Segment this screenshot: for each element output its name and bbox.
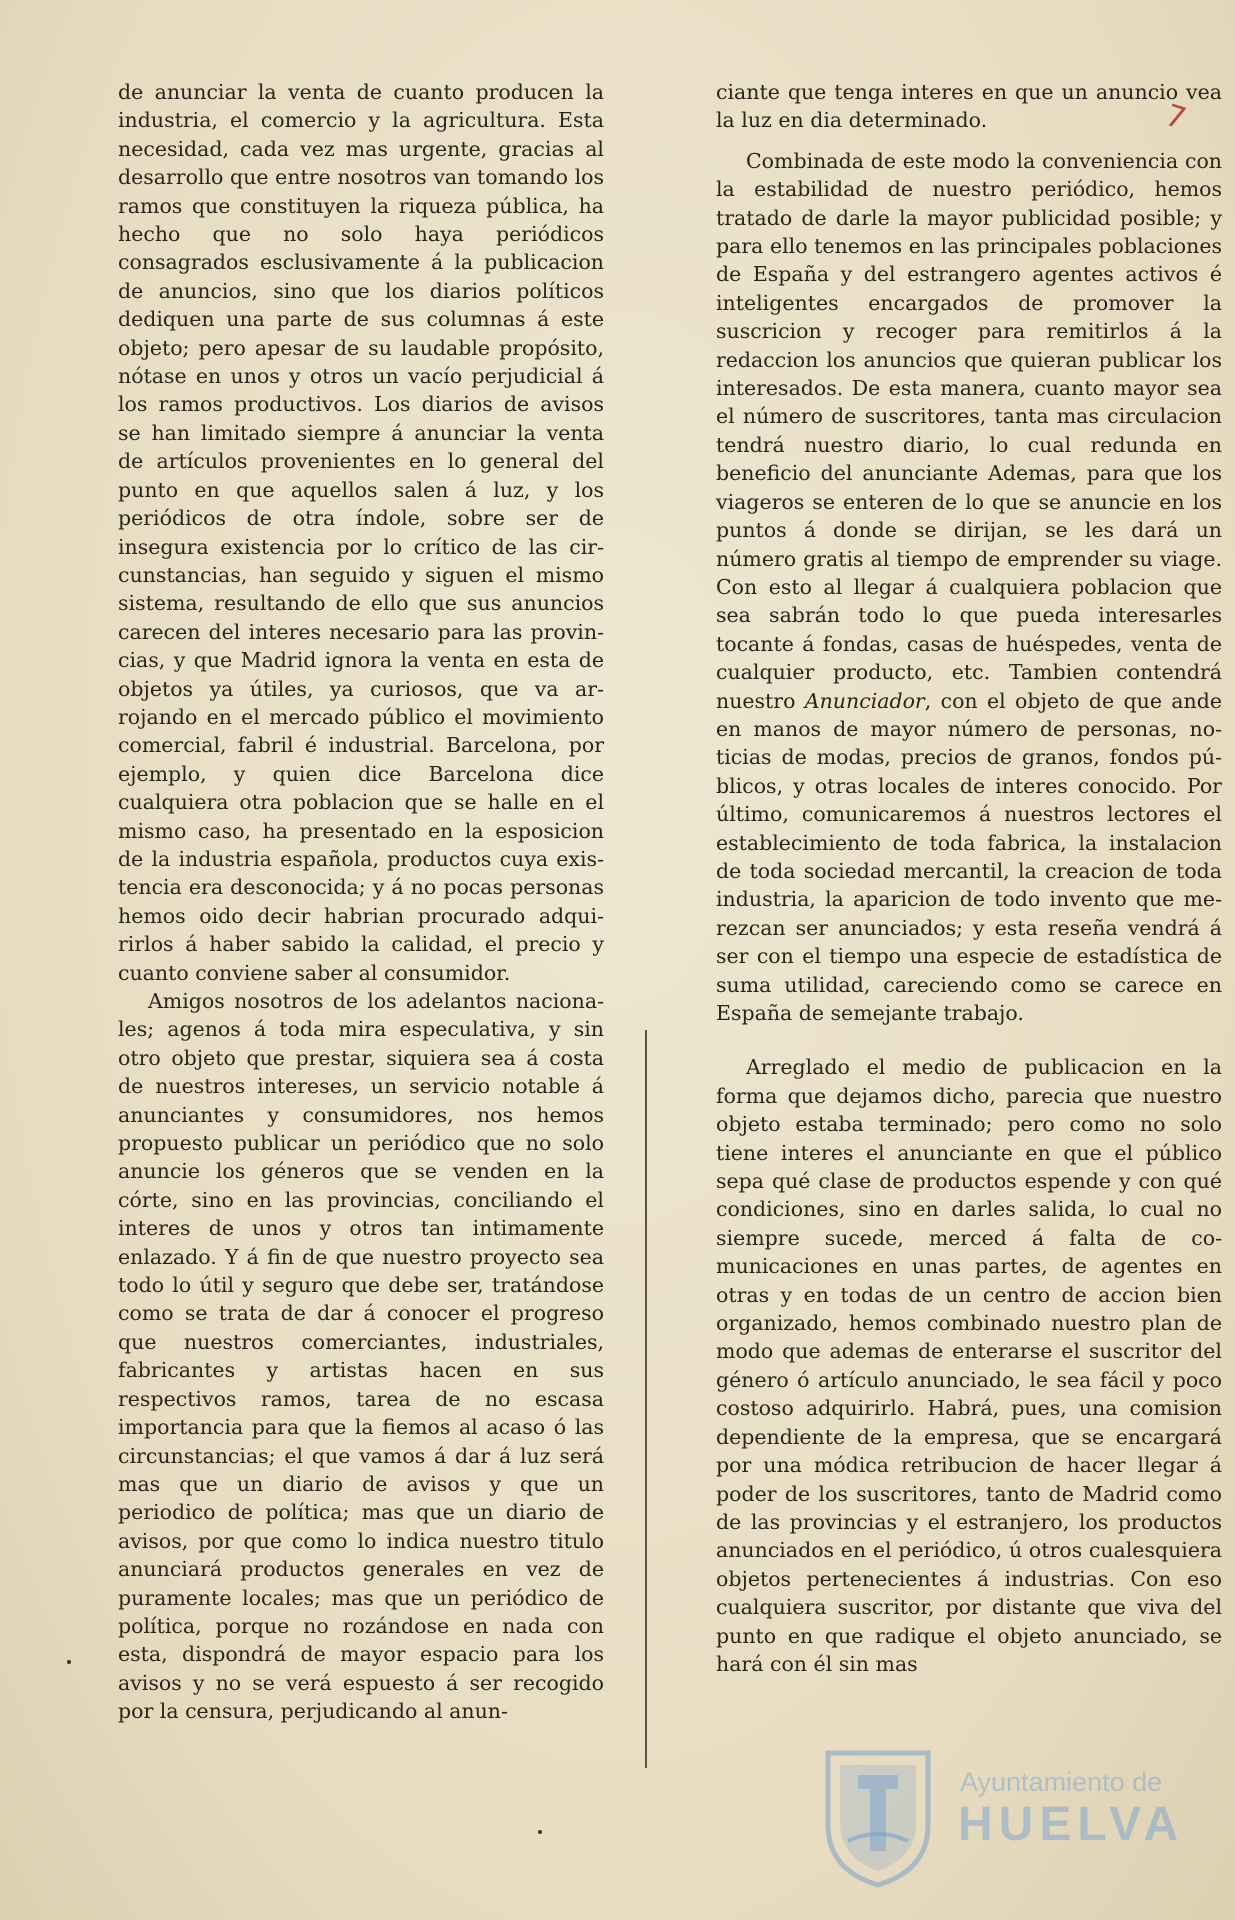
left-column [118,78,604,1726]
archive-watermark [818,1745,1218,1895]
ink-speck [67,1660,71,1664]
right-paragraph-2 [716,147,1222,1028]
watermark-line-1: Ayuntamiento de [960,1767,1163,1797]
right-column [716,78,1222,1678]
right-paragraph-2-start: Combinada de este modo la conveniencia con la estabilidad de nuestro periódico, hemos tratado de darle la mayor publicidad posible; y para ello tenemos en las principales poblaciones de España y del estrangero agentes activos é inteligentes encargados de promover la suscricion y recoger para remitirlos á la redaccion los anuncios que quieran publicar los interesados. De esta manera, cuanto mayor sea el número de suscritores, tanta mas circulacion tendrá nuestro diario, lo cual redunda en beneficio del anunciante Ademas, para que los viageros se enteren de lo que se anuncie en los puntos á donde se dirijan, se les dará un número gratis al tiempo de emprender su viage. Con esto al llegar á cualquiera poblacion que sea sabrán todo lo que pueda interesarles tocante á fondas, casas de huéspedes, venta de cualquier producto, etc. Tambien contendrá nuestro [716,148,1222,713]
left-paragraph-1: de anunciar la venta de cuanto producen la industria, el comercio y la agricultura. Esta necesidad, cada vez mas urgente, gracias al desarrollo que entre nosotros van tomando los ramos que constituyen la riqueza pública, ha hecho que no solo haya periódicos consagrados esclusivamente á la publicacion de anuncios, sino que los diarios políticos dediquen una parte de sus columnas á este objeto; pero apesar de su laudable propósito, nótase en unos y otros un vacío perjudicial á los ramos productivos. Los diarios de avisos se han limitado siempre á anunciar la venta de artículos provenientes en lo general del punto en que aquellos salen á luz, y los periódicos de otra índole, sobre ser de insegura existencia por lo crítico de las circunstancias, han seguido y siguen el mismo sistema, resultando de ello que sus anuncios carecen del interes necesario para las provincias, y que Madrid ignora la venta en esta de objetos ya útiles, ya curiosos, que va arrojando en el mercado público el movimiento comercial, fabril é industrial. Barcelona, por ejemplo, y quien dice Barcelona dice cualquiera otra poblacion que se halle en el mismo caso, ha presentado en la esposicion de la industria española, productos cuya existencia era desconocida; y á no pocas personas hemos oido decir habrian procurado adquirirlos á haber sabido la calidad, el precio y cuanto conviene saber al consumidor. [118,80,604,985]
column-divider [645,1030,647,1768]
right-paragraph-2-end: , con el objeto de que ande en manos de mayor número de personas, noticias de modas, precios de granos, fondos públicos, y otras locales de interes conocido. Por último, comunicaremos á nuestros lectores el establecimiento de toda fabrica, la instalacion de toda sociedad mercantil, la creacion de toda industria, la aparicion de todo invento que merezcan ser anunciados; y esta reseña vendrá á ser con el tiempo una especie de estadística de suma utilidad, careciendo como se carece en España de semejante trabajo. [716,688,1222,1025]
left-paragraph-2: Amigos nosotros de los adelantos nacionales; agenos á toda mira especulativa, y sin otro objeto que prestar, siquiera sea á costa de nuestros intereses, un servicio notable á anunciantes y consumidores, nos hemos propuesto publicar un periódico que no solo anuncie los géneros que se venden en la córte, sino en las provincias, conciliando el interes de unos y otros tan intimamente enlazado. Y á fin de que nuestro proyecto sea todo lo útil y seguro que debe ser, tratándose como se trata de dar á conocer el progreso que nuestros comerciantes, industriales, fabricantes y artistas hacen en sus respectivos ramos, tarea de no escasa importancia para que la fiemos al acaso ó las circunstancias; el que vamos á dar á luz será mas que un diario de avisos y que un periodico de política; mas que un diario de avisos, por que como lo indica nuestro titulo anunciará productos generales en vez de puramente locales; mas que un periódico de política, porque no rozándose en nada con esta, dispondrá de mayor espacio para los avisos y no se verá espuesto á ser recogido por la censura, perjudicando al anun- [118,989,604,1724]
folio-mark: 7 [1161,97,1191,138]
right-paragraph-3: Arreglado el medio de publicacion en la forma que dejamos dicho, parecia que nuestro objeto estaba terminado; pero como no solo tiene interes el anunciante en que el público sepa qué clase de productos espende y con qué condiciones, sino en darles salida, lo cual no siempre sucede, merced á falta de comunicaciones en unas partes, de agentes en otras y en todas de un centro de accion bien organizado, hemos combinado nuestro plan de modo que ademas de enterarse el suscritor del género ó artículo anunciado, le sea fácil y poco costoso adquirirlo. Habrá, pues, una comision dependiente de la empresa, que se encargará por una módica retribucion de hacer llegar á poder de los suscritores, tanto de Madrid como de las provincias y el estranjero, los productos anunciados en el periódico, ú otros cualesquiera objetos pertenecientes á industrias. Con eso cualquiera suscritor, por distante que viva del punto en que radique el objeto anunciado, se hará con él sin mas [716,1055,1222,1676]
ink-speck [538,1830,542,1834]
watermark-line-2: HUELVA [958,1798,1185,1851]
right-paragraph-1: ciante que tenga interes en que un anuncio vea la luz en dia determinado. [716,80,1222,133]
coat-of-arms-icon [818,1745,938,1890]
newspaper-title: Anunciador [804,688,925,713]
